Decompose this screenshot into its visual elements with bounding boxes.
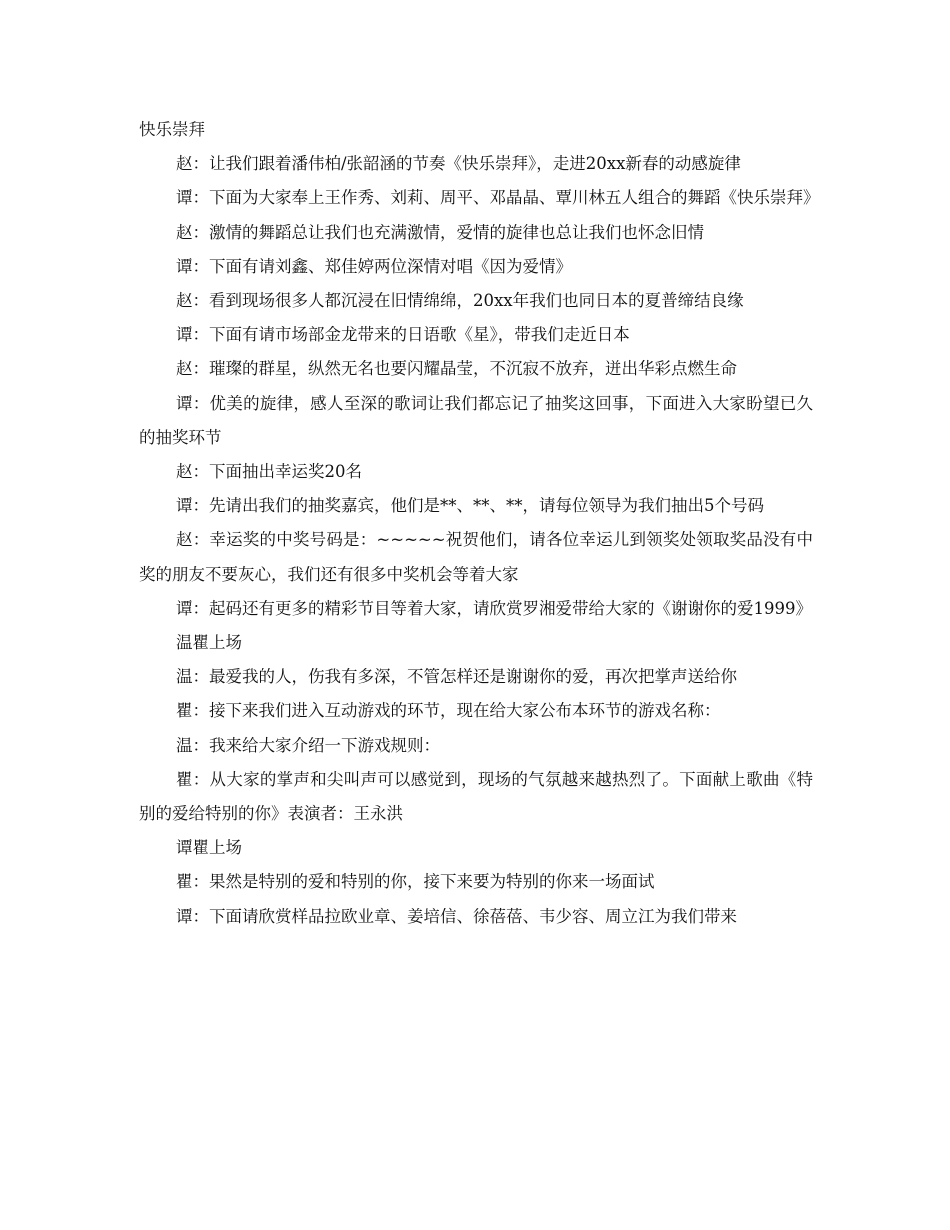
paragraph-11: 赵：幸运奖的中奖号码是：~~~~~祝贺他们，请各位幸运儿到领奖处领取奖品没有中奖的朋友不要灰心，我们还有很多中奖机会等着大家 xyxy=(139,530,813,584)
paragraph-19: 瞿：果然是特别的爱和特别的你，接下来要为特别的你来一场面试 xyxy=(176,872,655,892)
paragraph-2: 谭：下面为大家奉上王作秀、刘莉、周平、邓晶晶、覃川林五人组合的舞蹈《快乐崇拜》 xyxy=(176,188,820,208)
paragraph-20: 谭：下面请欣赏样品拉欧业章、姜培信、徐蓓蓓、韦少容、周立江为我们带来 xyxy=(176,906,737,926)
paragraph-18: 谭瞿上场 xyxy=(176,838,242,858)
paragraph-5: 赵：看到现场很多人都沉浸在旧情绵绵，20xx年我们也同日本的夏普缔结良缘 xyxy=(176,291,744,311)
paragraph-9: 赵：下面抽出幸运奖20名 xyxy=(176,462,362,482)
paragraph-1: 赵：让我们跟着潘伟柏/张韶涵的节奏《快乐崇拜》，走进20xx新春的动感旋律 xyxy=(176,154,741,174)
paragraph-12: 谭：起码还有更多的精彩节目等着大家，请欣赏罗湘爱带给大家的《谢谢你的爱1999》 xyxy=(176,598,812,618)
paragraph-0: 快乐崇拜 xyxy=(139,120,205,139)
paragraph-10: 谭：先请出我们的抽奖嘉宾，他们是**、**、**，请每位领导为我们抽出5个号码 xyxy=(176,496,764,516)
paragraph-3: 赵：激情的舞蹈总让我们也充满激情，爱情的旋律也总让我们也怀念旧情 xyxy=(176,222,704,242)
paragraph-7: 赵：璀璨的群星，纵然无名也要闪耀晶莹，不沉寂不放弃，迸出华彩点燃生命 xyxy=(176,359,737,379)
paragraph-17: 瞿：从大家的掌声和尖叫声可以感觉到，现场的气氛越来越热烈了。下面献上歌曲《特别的爱给特别的你》表演者：王永洪 xyxy=(139,769,813,824)
paragraph-16: 温：我来给大家介绍一下游戏规则： xyxy=(176,735,440,755)
paragraph-8: 谭：优美的旋律，感人至深的歌词让我们都忘记了抽奖这回事，下面进入大家盼望已久的抽奖环节 xyxy=(139,393,813,447)
paragraph-14: 温：最爱我的人，伤我有多深，不管怎样还是谢谢你的爱，再次把掌声送给你 xyxy=(176,667,737,687)
paragraph-13: 温瞿上场 xyxy=(176,633,242,653)
paragraph-15: 瞿：接下来我们进入互动游戏的环节，现在给大家公布本环节的游戏名称： xyxy=(176,701,721,721)
paragraph-4: 谭：下面有请刘鑫、郑佳婷两位深情对唱《因为爱情》 xyxy=(176,256,572,276)
paragraph-6: 谭：下面有请市场部金龙带来的日语歌《星》，带我们走近日本 xyxy=(176,325,630,345)
document-body xyxy=(139,113,820,934)
